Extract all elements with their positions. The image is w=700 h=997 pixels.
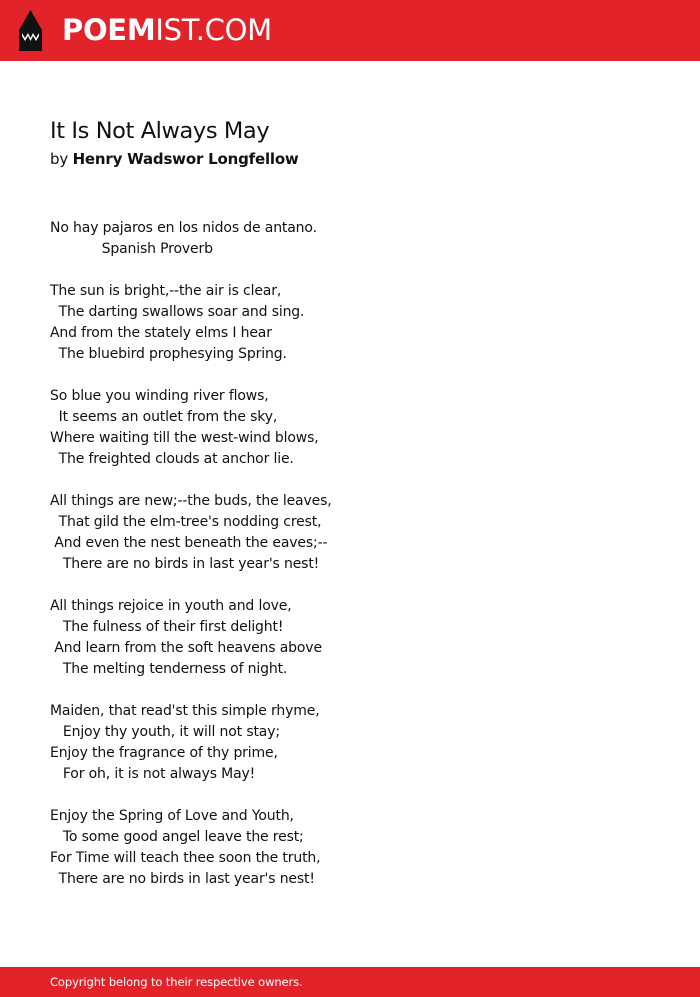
site-footer: [0, 967, 700, 997]
poem-body: No hay pajaros en los nidos de antano. Spanish Proverb The sun is bright,--the air is clear, The darting swallows soar and sing. And from the stately elms I hear The bluebird prophesying Spring. So blue you winding river flows, It seems an outlet from the sky, Where waiting till the west-wind blows, The freighted clouds at anchor lie. All things are new;--the buds, the leaves, That gild the elm-tree's nodding crest, And even the nest beneath the eaves;-- There are no birds in last year's nest! All things rejoice in youth and love, The fulness of their first delight! And learn from the soft heavens above The melting tenderness of night. Maiden, that read'st this simple rhyme, Enjoy thy youth, it will not stay; Enjoy the fragrance of thy prime, For oh, it is not always May! Enjoy the Spring of Love and Youth, To some good angel leave the rest; For Time will teach thee soon the truth, There are no birds in last year's nest!: [50, 220, 332, 887]
author-name: Henry Wadswor Longfellow: [72, 150, 299, 168]
logo-bold-text: POEM: [62, 13, 156, 47]
site-header: [0, 0, 700, 61]
pencil-tip-icon[interactable]: [18, 10, 43, 51]
copyright-notice: Copyright belong to their respective owners.: [50, 975, 303, 989]
site-logo[interactable]: [62, 12, 272, 48]
logo-light-text: IST.COM: [155, 13, 272, 47]
by-label: by: [50, 150, 68, 168]
poem-title: It Is Not Always May: [50, 118, 270, 144]
poem-byline: [50, 149, 299, 169]
